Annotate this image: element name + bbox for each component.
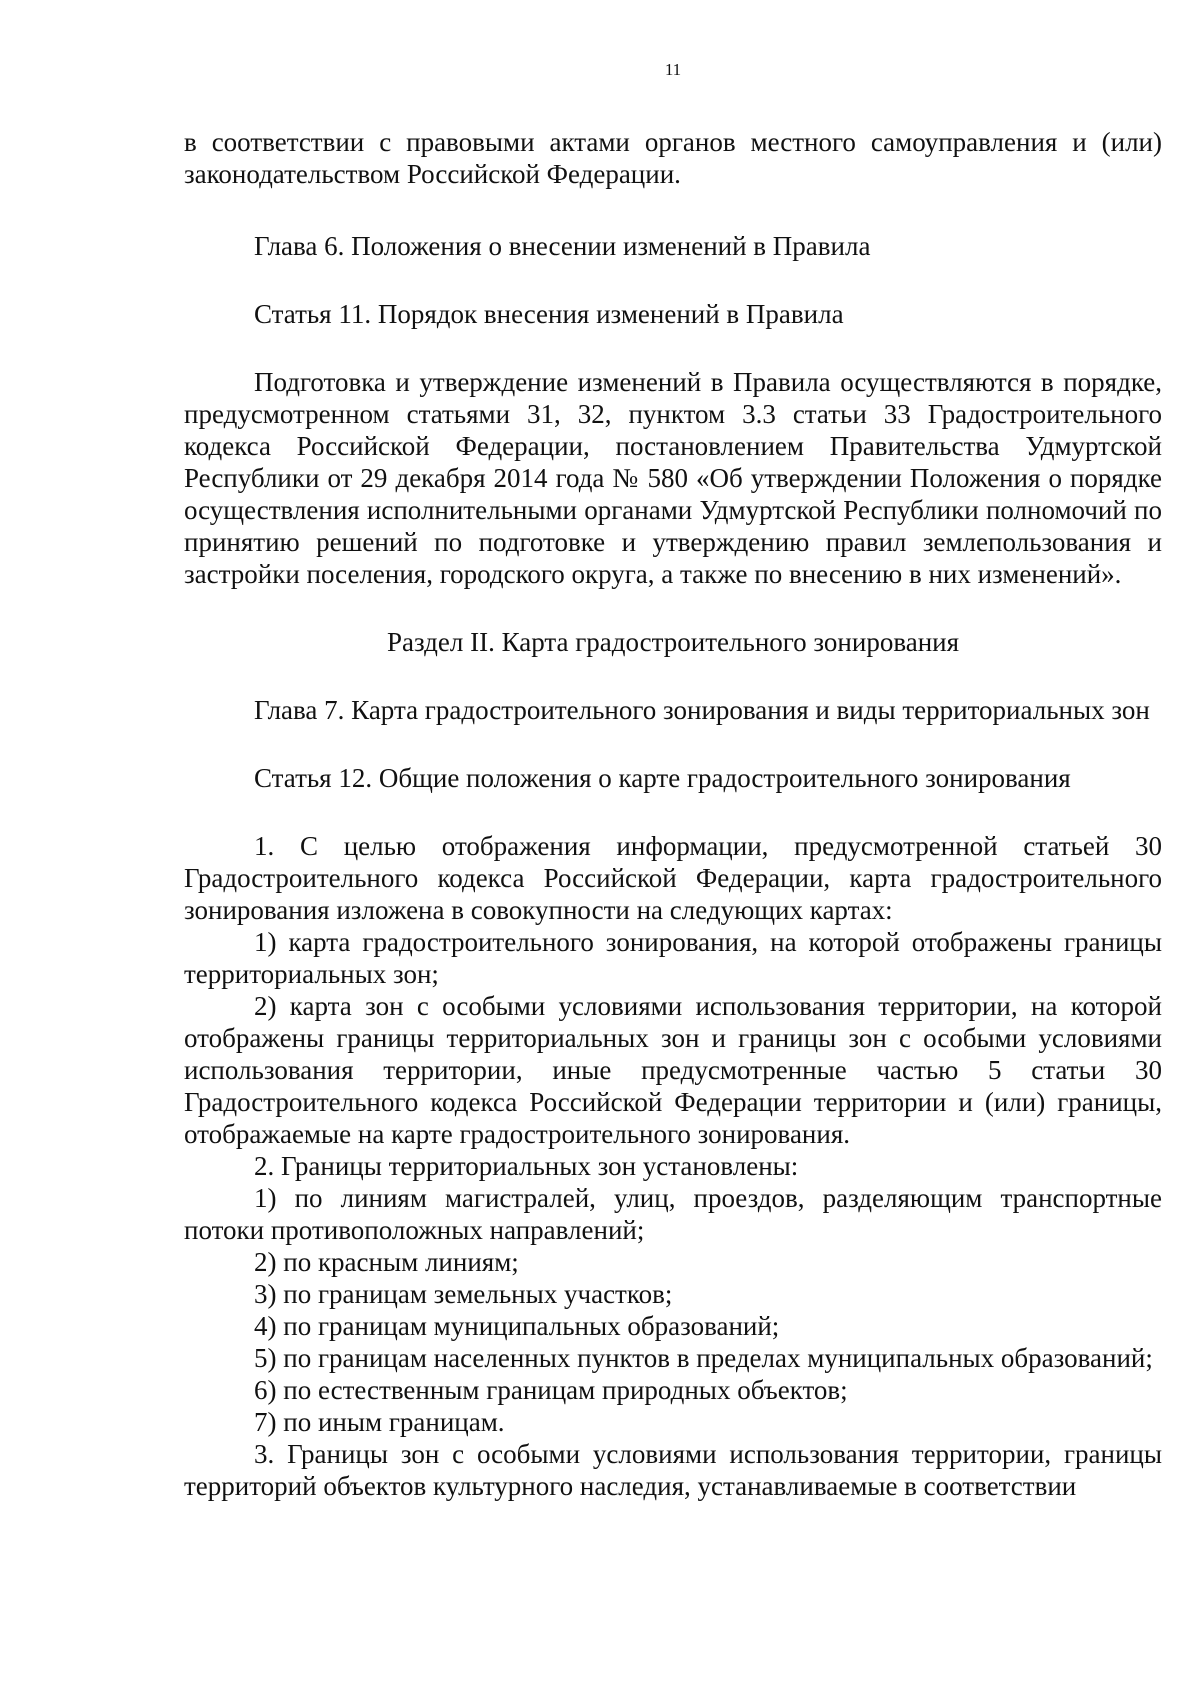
section-2-title: Раздел II. Карта градостроительного зонирования — [386, 627, 960, 657]
document-page — [184, 60, 1162, 1502]
list-item: 2) карта зон с особыми условиями использования территории, на которой отображены границы территориальных зон и границы зон с особыми условиями использования территории, иные предусмотренные частью 5 статьи 30 Градостроительного кодекса Российской Федерации территории и (или) границы, отображаемые на карте градостроительного зонирования. — [184, 991, 1162, 1149]
list-item: 4) по границам муниципальных образований; — [254, 1311, 780, 1341]
list-item: 6) по естественным границам природных объектов; — [254, 1375, 848, 1405]
list-item: 3. Границы зон с особыми условиями использования территории, границы территорий объектов культурного наследия, устанавливаемые в соответствии — [184, 1439, 1162, 1501]
page-number: 11 — [664, 60, 682, 79]
chapter-6-title: Глава 6. Положения о внесении изменений в Правила — [254, 231, 871, 261]
article-12-body — [184, 830, 1162, 1502]
chapter-7-title: Глава 7. Карта градостроительного зонирования и виды территориальных зон — [254, 695, 1150, 725]
list-item: 1) по линиям магистралей, улиц, проездов, разделяющим транспортные потоки противоположных направлений; — [184, 1183, 1162, 1245]
list-item: 3) по границам земельных участков; — [254, 1279, 673, 1309]
list-item: 2) по красным линиям; — [254, 1247, 519, 1277]
list-item: 7) по иным границам. — [254, 1407, 505, 1437]
article-11-paragraph: Подготовка и утверждение изменений в Правила осуществляются в порядке, предусмотренном статьями 31, 32, пунктом 3.3 статьи 33 Градостроительного кодекса Российской Федерации, постановлением Правительства Удмуртской Республики от 29 декабря 2014 года № 580 «Об утверждении Положения о порядке осуществления исполнительными органами Удмуртской Республики полномочий по принятию решений по подготовке и утверждению правил землепользования и застройки поселения, городского округа, а также по внесению в них изменений». — [184, 367, 1162, 589]
list-item: 1. С целью отображения информации, предусмотренной статьей 30 Градостроительного кодекса Российской Федерации, карта градостроительного зонирования изложена в совокупности на следующих картах: — [184, 831, 1162, 925]
article-11-title: Статья 11. Порядок внесения изменений в Правила — [254, 299, 844, 329]
list-item: 2. Границы территориальных зон установлены: — [254, 1151, 799, 1181]
list-item: 1) карта градостроительного зонирования, на которой отображены границы территориальных зон; — [184, 927, 1162, 989]
list-item: 5) по границам населенных пунктов в пределах муниципальных образований; — [254, 1343, 1153, 1373]
article-12-title: Статья 12. Общие положения о карте градостроительного зонирования — [254, 763, 1071, 793]
intro-paragraph: в соответствии с правовыми актами органов местного самоуправления и (или) законодательством Российской Федерации. — [184, 127, 1162, 189]
